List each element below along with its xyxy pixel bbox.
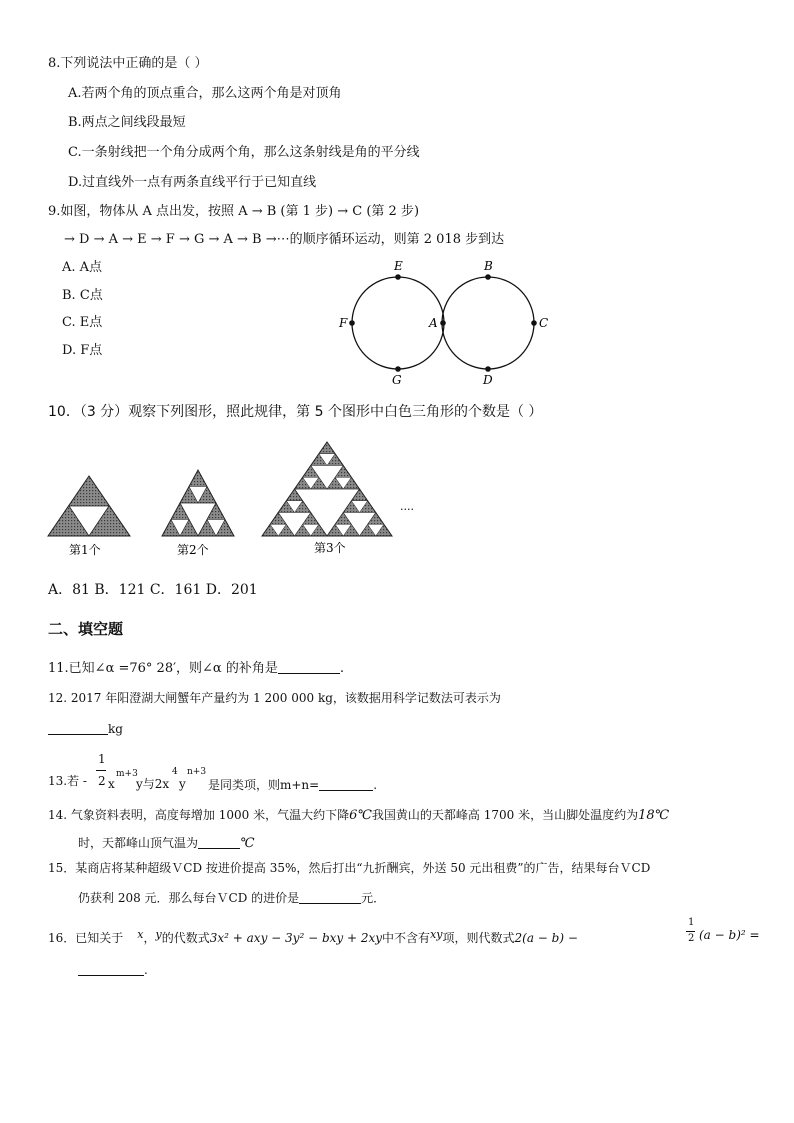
q13-prefix: 13.若 -	[48, 774, 87, 788]
q13-fraction-bar	[96, 770, 106, 771]
q9-option-b: B. C点	[62, 288, 103, 303]
q12-answer-blank[interactable]	[48, 722, 108, 735]
q10-triangle-figures	[44, 436, 424, 561]
figures-ellipsis: ....	[400, 500, 414, 513]
point-c	[531, 320, 537, 326]
q8-option-d: D.过直线外一点有两条直线平行于已知直线	[68, 175, 317, 190]
q11-answer-blank[interactable]	[278, 661, 340, 674]
figure-1-triangle	[48, 476, 130, 536]
q13-exponent-2b: n+3	[187, 767, 207, 777]
q13-suffix: 是同类项，则m+n= .	[208, 778, 378, 792]
q9-option-a: A. A点	[62, 260, 103, 275]
point-a	[440, 320, 446, 326]
q8-option-a: A.若两个角的顶点重合，那么这两个角是对顶角	[68, 86, 342, 101]
label-c: C	[539, 316, 549, 330]
q13-exponent-1: m+3	[116, 769, 138, 779]
q15-answer-blank[interactable]	[299, 891, 361, 904]
q16-line-1: 16．已知关于 x，y的代数式3x² + axy − 3y² − bxy + 2xy中不含有xy项，则代数式2(a − b) −	[48, 928, 578, 945]
q9-stem: 9.如图，物体从 A 点出发，按照 A → B (第 1 步) → C (第 2 步)	[48, 204, 420, 219]
q9-option-c: C. E点	[62, 315, 103, 330]
q10-options: A．81 B．121 C．161 D．201	[48, 582, 258, 598]
q13-answer-blank[interactable]	[319, 778, 373, 791]
q16-line-2: .	[78, 963, 148, 976]
q13-mid: y与2x	[136, 777, 170, 791]
q8-option-b: B.两点之间线段最短	[68, 115, 186, 130]
figure-3-caption: 第3个	[314, 541, 346, 555]
q13-fraction-numerator: 1	[98, 752, 106, 766]
q16-fraction-denominator: 2	[688, 933, 695, 944]
point-e	[395, 274, 401, 280]
figure-1-caption: 第1个	[69, 543, 101, 557]
q13-x: x	[108, 777, 115, 791]
q15-line-2: 仍获利 208 元．那么每台ＶCD 的进价是 元．	[78, 891, 386, 905]
q13-exponent-2a: 4	[172, 767, 178, 777]
q14-answer-blank[interactable]	[198, 836, 240, 849]
q9-two-circles-figure	[330, 256, 560, 390]
point-f	[349, 320, 355, 326]
section-2-title: 二、填空题	[48, 620, 124, 638]
q12-text: 12. 2017 年阳澄湖大闸蟹年产量约为 1 200 000 kg，该数据用科学记数法可表示为	[48, 691, 501, 705]
label-e: E	[394, 259, 403, 273]
q12-answer-line: kg	[48, 722, 123, 735]
q16-fraction-bar	[686, 931, 695, 932]
q11-text: 11.已知∠α =76° 28′，则∠α 的补角是 .	[48, 661, 344, 676]
q16-answer-blank[interactable]	[78, 963, 144, 976]
point-b	[485, 274, 491, 280]
q16-fraction-numerator: 1	[688, 917, 695, 928]
q8-option-c: C.一条射线把一个角分成两个角，那么这条射线是角的平分线	[68, 145, 420, 160]
label-f: F	[339, 316, 348, 330]
q15-line-1: 15．某商店将某种超级ＶCD 按进价提高 35%，然后打出“九折酬宾，外送 50 元出租费”的广告，结果每台ＶCD	[48, 861, 651, 875]
label-d: D	[483, 373, 493, 387]
q16-expr-tail: (a − b)² =	[699, 928, 760, 942]
point-d	[485, 366, 491, 372]
label-b: B	[484, 259, 493, 273]
q13-fraction-denominator: 2	[98, 774, 106, 788]
label-a: A	[429, 316, 438, 330]
q9-stem-continued: → D → A → E → F → G → A → B →⋯的顺序循环运动，则第 2 018 步到达	[64, 232, 505, 247]
q13-y2: y	[179, 777, 186, 791]
figure-2-caption: 第2个	[177, 543, 209, 557]
q14-line-2: 时，天都峰山顶气温为 ℃	[78, 836, 255, 851]
q10-stem: 10．（3 分）观察下列图形，照此规律，第 5 个图形中白色三角形的个数是（ ）	[48, 404, 543, 420]
q14-line-1: 14. 气象资料表明，高度每增加 1000 米，气温大约下降6℃我国黄山的天都峰高 1700 米，当山脚处温度约为18℃	[48, 808, 670, 823]
figure-2-triangle	[162, 470, 234, 536]
label-g: G	[392, 373, 402, 387]
figure-3-triangle	[262, 442, 392, 536]
right-circle	[442, 277, 534, 369]
point-g	[395, 366, 401, 372]
q9-option-d: D. F点	[62, 343, 103, 358]
q8-stem: 8.下列说法中正确的是（ ）	[48, 56, 208, 71]
